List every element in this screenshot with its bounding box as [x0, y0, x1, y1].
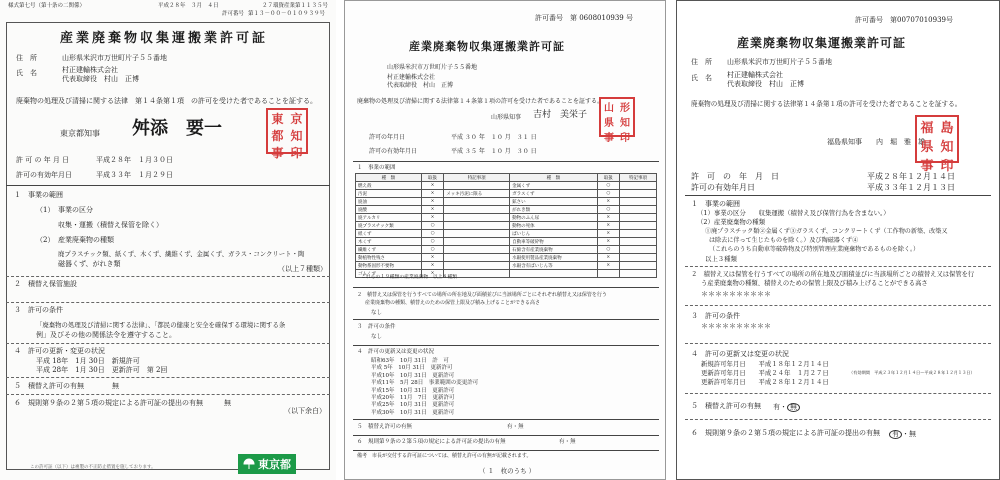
permit-date-value: 平成 ３０ 年 １０ 月 ３１ 日 [451, 134, 537, 141]
seal-char: 県 [604, 118, 614, 129]
page-indicator: （ １ 枚のうち ） [479, 467, 536, 475]
table-cell [444, 230, 510, 238]
seal-char: 知 [940, 140, 954, 155]
table-cell: ○ [597, 190, 619, 198]
table-cell [620, 262, 657, 270]
seal-char: 福 [920, 121, 934, 136]
company-name: 村正建輸株式会社 [727, 71, 783, 79]
section-1: １ 事業の範囲 [357, 165, 396, 171]
update-history-item: 平成20年 11月 7日 更新許可 [371, 395, 455, 402]
table-cell: 動物のふん尿 [510, 214, 597, 222]
table-header-row [356, 174, 657, 182]
section-6-value: 有 ・無 [889, 430, 916, 439]
waste-category-table [355, 173, 657, 278]
seal-char: 印 [290, 146, 303, 160]
section-2-continued: う産業廃棄物の種類、積替えのための保管上限及び積み上げることができる高さ [701, 280, 928, 287]
permit-date-label: 許可の年月日 [369, 134, 406, 141]
seal-char: 事 [920, 159, 934, 174]
official-seal [915, 115, 959, 174]
table-row [356, 206, 657, 214]
column-header: 特記事項 [620, 174, 657, 182]
section-2: ２ 積替え又は保管を行うすべての場所の所在地及び面積並びに当該場所ごとの積替え又は保管を行 [691, 271, 975, 278]
table-cell: ○ [421, 238, 443, 246]
divider [6, 343, 330, 344]
divider [6, 276, 330, 277]
table-cell [444, 254, 510, 262]
table-cell: ガラスくず [510, 190, 597, 198]
table-cell: × [421, 182, 443, 190]
table-cell: × [421, 198, 443, 206]
section-5-value: 有・無 [507, 424, 524, 430]
table-cell: × [421, 214, 443, 222]
table-cell [620, 230, 657, 238]
permit-date-value: 平成２８年 １月３０日 [96, 156, 173, 164]
table-cell [620, 182, 657, 190]
table-cell: ○ [597, 246, 619, 254]
seal-char: 印 [620, 133, 630, 144]
column-header: 取扱 [421, 174, 443, 182]
waste-types-count: （以上７種類） [278, 265, 327, 273]
table-cell: 鉱さい [510, 198, 597, 206]
column-header: 種 類 [510, 174, 597, 182]
table-cell: 廃酸 [356, 206, 422, 214]
table-cell: 金属くず [510, 182, 597, 190]
table-cell [444, 198, 510, 206]
issuer-title: 福島県知事 内 堀 雅 雄 [827, 138, 925, 146]
document-title: 産業廃棄物収集運搬業許可証 [409, 40, 565, 53]
section-3-value: ＊＊＊＊＊＊＊＊＊＊ [701, 322, 771, 330]
section-1: １ 事業の範囲 [14, 191, 63, 199]
table-cell: ○ [597, 182, 619, 190]
section-2: ２ 積替え保管施設 [14, 280, 77, 288]
official-seal [599, 97, 635, 144]
permit-number-label: 許可番号 [222, 11, 245, 17]
update-history-item: 平成11年 5月 28日 事業範囲の変更許可 [371, 380, 479, 387]
section-4: ４ 許可の更新又は変更の状況 [691, 350, 789, 358]
table-cell [444, 262, 510, 270]
divider [685, 393, 991, 394]
issuer-title: 東京都知事 [60, 129, 100, 138]
section-3: ３ 許可の条件 [357, 324, 396, 330]
seal-char: 京 [290, 112, 303, 126]
divider [353, 419, 659, 420]
tokyo-permit-document [0, 0, 336, 480]
section-1: １ 事業の範囲 [691, 200, 740, 208]
section-5-label: ５ 積替え許可の有無 [357, 424, 413, 430]
update-history-item: 平成25年 10月 31日 更新許可 [371, 402, 455, 409]
section-4: ４ 許可の更新又は変更の状況 [357, 349, 435, 355]
table-row [356, 222, 657, 230]
permit-number: 許可番号 第00707010939号 [855, 16, 953, 24]
table-cell: ばいじん [510, 230, 597, 238]
table-cell [620, 198, 657, 206]
company-name: 村正建輸株式会社 [62, 66, 118, 74]
table-cell [620, 214, 657, 222]
valid-date-value: 平成３３年 １月２９日 [96, 171, 173, 179]
update-history-item: 平成15年 10月 31日 更新許可 [371, 387, 455, 394]
option-no-circled: 無 [787, 403, 800, 412]
table-cell: × [421, 190, 443, 198]
seal-char: 山 [604, 103, 614, 114]
divider [685, 266, 991, 267]
seal-char: 島 [940, 121, 954, 136]
table-cell: × [597, 198, 619, 206]
document-title: 産業廃棄物収集運搬業許可証 [737, 36, 907, 50]
update-history-1: 新規許可年月日 平成１８年１２月１４日 [701, 360, 829, 368]
section-3: ３ 許可の条件 [691, 312, 740, 320]
table-cell [444, 238, 510, 246]
valid-date-label: 許可の有効年月日 [369, 148, 418, 155]
address-value: 山形県米沢市万世町片子５５番地 [387, 64, 478, 71]
table-row [356, 190, 657, 198]
waste-types-line-3: （これらのうち自動車等破砕物及び特別管理産業廃棄物であるものを除く。） [709, 246, 920, 253]
tokyo-logo [238, 454, 296, 474]
section-1-2: （2）産業廃棄物の種類 [697, 218, 765, 226]
table-cell: 動植物性残さ [356, 254, 422, 262]
yamagata-permit-document [344, 0, 666, 480]
update-history-item: 平成30年 10月 31日 更新許可 [371, 409, 455, 416]
table-cell: ○ [597, 206, 619, 214]
table-cell: ○ [421, 230, 443, 238]
table-cell: × [421, 206, 443, 214]
table-cell: 繊維くず [356, 246, 422, 254]
seal-char: 印 [940, 159, 954, 174]
table-cell: 汚泥 [356, 190, 422, 198]
table-cell: × [597, 254, 619, 262]
table-row [356, 262, 657, 270]
table-row [356, 182, 657, 190]
table-cell: × [421, 270, 443, 278]
certification-text: 廃棄物の処理及び清掃に関する法律第１４条第１項の許可を受けた者であることを証する。 [357, 98, 604, 105]
divider [6, 394, 330, 395]
update-history-2-note: （有効期間 平成２３年１２月１４日～平成２８年１２月１３日） [849, 370, 975, 375]
divider [6, 302, 330, 303]
update-history-1: 平成 18年 1月 30日 新規許可 [36, 357, 140, 365]
divider [685, 195, 991, 196]
section-6-value: 有・無 [559, 439, 576, 445]
logo-text: 東京都 [258, 458, 291, 471]
certification-text: 廃棄物の処理及び清掃に関する法律第１４条第１項の許可を受けた者であることを証する。 [691, 100, 962, 108]
waste-types-line-1: 廃プラスチック類、紙くず、木くず、繊維くず、金属くず、ガラス・コンクリート・陶 [58, 250, 305, 258]
table-row [356, 238, 657, 246]
divider [6, 377, 330, 378]
update-history-item: 平成10年 10月 31日 更新許可 [371, 372, 455, 379]
table-cell: × [597, 262, 619, 270]
valid-date-label: 許可の有効年月日 [16, 171, 72, 179]
signature: 舛添 要一 [132, 118, 222, 139]
table-cell: 廃アルカリ [356, 214, 422, 222]
table-cell: ○ [421, 246, 443, 254]
table-cell: 動物の死体 [510, 222, 597, 230]
section-3-value: なし [371, 334, 383, 340]
company-name: 村正建輸株式会社 [387, 74, 436, 81]
divider [353, 345, 659, 346]
address-label: 住 所 [691, 58, 712, 66]
name-label: 氏 名 [691, 74, 712, 82]
divider [685, 419, 991, 420]
section-4: ４ 許可の更新・変更の状況 [14, 347, 105, 355]
address-label: 住 所 [16, 54, 37, 62]
table-row [356, 214, 657, 222]
table-cell [444, 182, 510, 190]
option-yes-circled: 有 [889, 430, 902, 439]
table-cell: × [597, 222, 619, 230]
section-5: ５ 積替え許可の有無 無 [14, 382, 119, 390]
condition-line-2: 例」及びその他の関係法令を遵守すること。 [36, 331, 176, 339]
ginkgo-icon [243, 458, 255, 470]
seal-char: 東 [271, 112, 284, 126]
table-cell: 廃プラスチック類 [356, 222, 422, 230]
table-row [356, 230, 657, 238]
waste-types-line-1: ①廃プラスチック類②金属くず③ガラスくず、コンクリートくず（工作物の新築、改築又 [705, 228, 948, 235]
table-row [356, 246, 657, 254]
table-cell [444, 206, 510, 214]
permit-number-1: ２７環資産業第１１３５号 [262, 3, 329, 9]
section-6-label: ６ 規則第９条の２第５項の規定による許可証の提出の有無 [691, 429, 880, 437]
divider [353, 450, 659, 451]
permit-date-label: 許 可 の 年 月 日 [691, 172, 779, 181]
table-cell: ○ [421, 222, 443, 230]
table-note: これらの１９種類の産業廃棄物 以上８種類 [361, 275, 457, 280]
table-cell [620, 238, 657, 246]
seal-char: 都 [271, 129, 284, 143]
section-3: ３ 許可の条件 [14, 306, 63, 314]
table-cell [620, 254, 657, 262]
issuer-title: 山形県知事 [491, 114, 522, 121]
permit-date-value: 平成２８年１２月１４日 [867, 172, 955, 181]
table-cell: 動物系固形不要物 [356, 262, 422, 270]
document-title: 産業廃棄物収集運搬業許可証 [60, 31, 269, 46]
section-2-value: ＊＊＊＊＊＊＊＊＊＊ [701, 290, 771, 298]
waste-types-count: 以上３種類 [705, 255, 737, 263]
divider [685, 305, 991, 306]
table-cell: 水銀含有ばいじん等 [510, 262, 597, 270]
table-row [356, 198, 657, 206]
table-cell: 自動車等破砕物 [510, 238, 597, 246]
table-cell [620, 270, 657, 278]
waste-types-line-2: は除去に伴って生じたものを除く。）及び陶磁器くず④ [709, 237, 859, 244]
section-1-1-value: 収集・運搬（積替え保管を除く） [58, 221, 163, 229]
table-cell: × [597, 238, 619, 246]
divider [353, 319, 659, 320]
update-history-2: 平成 28年 1月 30日 更新許可 第 2回 [36, 366, 168, 374]
valid-date-value: 平成 ３５ 年 １０ 月 ３０ 日 [451, 148, 537, 155]
representative-name: 代表取締役 村山 正博 [727, 80, 804, 88]
valid-date-value: 平成３３年１２月１３日 [867, 183, 955, 192]
update-history-item: 昭和63年 10月 31日 許 可 [371, 358, 449, 364]
table-cell: × [597, 230, 619, 238]
table-cell [620, 222, 657, 230]
signature: 吉村 美栄子 [533, 110, 588, 120]
update-history-2: 更新許可年月日 平成２４年 １月２７日 [701, 369, 829, 377]
section-2-value: なし [371, 310, 383, 316]
section-1-2: （2） 産業廃棄物の種類 [36, 236, 114, 244]
table-cell: 燃え殻 [356, 182, 422, 190]
seal-char: 知 [290, 129, 303, 143]
seal-char: 事 [271, 146, 284, 160]
seal-char: 県 [920, 140, 934, 155]
column-header: 種 類 [356, 174, 422, 182]
option-yes: 有 [773, 403, 780, 411]
representative-name: 代表取締役 村山 正博 [62, 75, 139, 83]
table-cell: 石綿含有産業廃棄物 [510, 246, 597, 254]
column-header: 取扱 [597, 174, 619, 182]
table-cell [597, 270, 619, 278]
update-history-list [371, 358, 478, 417]
issue-date: 平成２８年 ３月 ４日 [158, 3, 219, 9]
certification-text: 廃棄物の処理及び清掃に関する法律 第１４条第１項 の許可を受けた者であることを証する。 [16, 97, 317, 105]
divider [685, 343, 991, 344]
table-cell [620, 246, 657, 254]
condition-line-1: 「廃棄物の処理及び清掃に関する法律」、「都民の健康と安全を確保する環境に関する条 [36, 321, 286, 329]
permit-number: 許可番号 第 0608010939 号 [535, 14, 633, 22]
table-cell [444, 214, 510, 222]
table-cell: 水銀使用製品産業廃棄物 [510, 254, 597, 262]
section-5-label: ５ 積替え許可の有無 [691, 402, 761, 410]
fukushima-permit-document [676, 0, 1000, 480]
option-no: 無 [909, 430, 916, 438]
footnote: この許可証（以下）は複製の不正防止措置を施しております。 [30, 465, 156, 470]
table-cell [510, 270, 597, 278]
table-cell: × [421, 262, 443, 270]
footer-blank-note: （以下余白） [284, 407, 326, 415]
table-cell: × [421, 254, 443, 262]
divider [353, 161, 659, 162]
divider [353, 435, 659, 436]
table-body [356, 182, 657, 278]
table-cell [444, 222, 510, 230]
waste-types-line-2: 磁器くず、がれき類 [58, 260, 121, 268]
section-2: ２ 積替え又は保管を行うすべての場所の所在地及び面積並びに当該場所ごとにそれぞれ積替え又は保管を行う [357, 292, 607, 298]
table-cell [620, 190, 657, 198]
seal-char: 形 [620, 103, 630, 114]
representative-name: 代表取締役 村山 正博 [387, 82, 454, 89]
section-1-1: （1）事業の区分 収集運搬（積替え及び保管行為を含まない。） [697, 209, 890, 217]
address-value: 山形県米沢市万世町片子５５番地 [62, 54, 167, 62]
remark: 備考 市長が交付する許可証については、積替え許可の有無が記載されます。 [357, 453, 532, 459]
table-cell: ゴムくず [356, 270, 422, 278]
table-cell: 紙くず [356, 230, 422, 238]
permit-date-label: 許 可 の 年 月 日 [16, 156, 70, 164]
address-value: 山形県米沢市万世町片子５５番地 [727, 58, 832, 66]
form-label: 様式第七号（第十条の二関係） [8, 3, 86, 9]
update-history-3: 更新許可年月日 平成２８年１２月１４日 [701, 378, 829, 386]
section-1-1: （1） 事業の区分 [36, 206, 93, 214]
seal-char: 知 [620, 118, 630, 129]
divider [6, 185, 330, 186]
official-seal [266, 108, 308, 160]
section-5-value: 有・ 無 [773, 403, 800, 412]
table-cell: メッキ汚泥に限る [444, 190, 510, 198]
seal-char: 事 [604, 133, 614, 144]
name-label: 氏 名 [16, 69, 37, 77]
column-header: 特記事項 [444, 174, 510, 182]
table-cell: 木くず [356, 238, 422, 246]
valid-date-label: 許可の有効年月日 [691, 183, 755, 192]
table-cell [620, 206, 657, 214]
table-cell: × [597, 214, 619, 222]
section-6-label: ６ 規則第９条の２第５項の規定による許可証の提出の有無 [357, 439, 506, 445]
table-cell: 廃油 [356, 198, 422, 206]
update-history-item: 平成 5年 10月 31日 更新許可 [371, 365, 453, 372]
permit-number-2: 第１３－００－０１０９３９号 [248, 11, 326, 17]
divider [353, 287, 659, 288]
table-row [356, 254, 657, 262]
section-2-continued: 産業廃棄物の種類、積替えのための保管上限及び積み上げることができる高さ [365, 300, 541, 306]
section-6: ６ 規則第９条の２第５項の規定による許可証の提出の有無 無 [14, 399, 231, 407]
table-cell: がれき類 [510, 206, 597, 214]
table-cell [444, 246, 510, 254]
